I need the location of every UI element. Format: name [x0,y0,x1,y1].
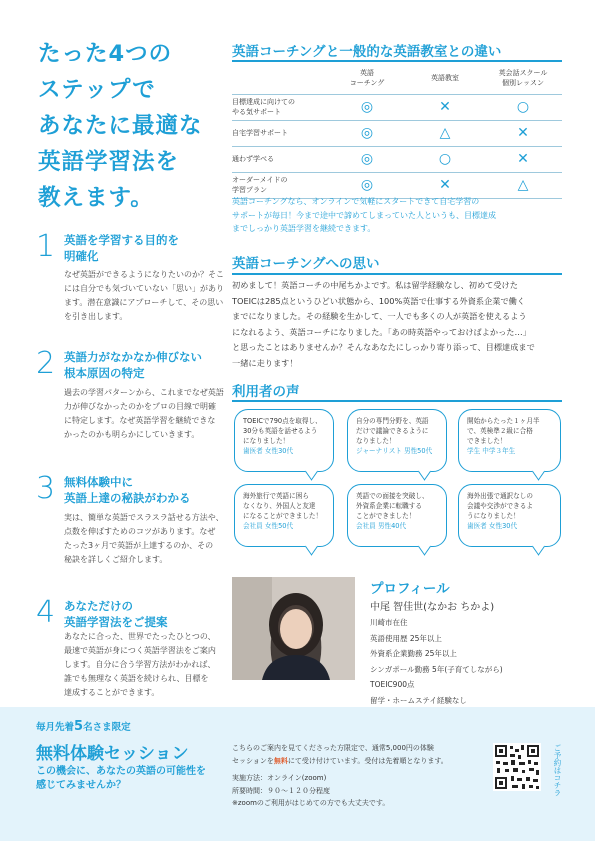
reservation-label[interactable]: ご予約はコチラ [553,744,562,797]
headline: たった4つの ステップで あなたに最適な 英語学習法を 教えます。 [38,41,203,211]
testimonial-author: ジャーナリスト 男性50代 [356,447,433,455]
testimonial-bubble [458,409,561,472]
rating-cell: ✕ [406,94,484,120]
rating-cell: ○ [406,146,484,172]
testimonial-author: 学生 中学３年生 [467,447,516,455]
step-number: 3 [36,471,56,506]
offer-line-2 [232,755,487,768]
step-title: 英語力がなかなか伸びない 根本原因の特定 [64,350,202,380]
testimonial-text: 開始からたった１ヶ月半 で、英検準２級に合格 できました！ [467,417,540,445]
voices-title: 利用者の声 [232,384,300,400]
testimonial-bubble [234,409,334,472]
offer-part: セッションを [232,757,274,765]
column-header: 英会話スクール 個別レッスン [498,68,548,87]
limit-prefix: 毎月先着 [36,722,75,733]
rating-cell: ◎ [328,94,406,120]
step-number: 2 [36,346,56,381]
rating-cell: ○ [484,94,562,120]
testimonial-text: 自分の専門分野を、英語 だけで議論できるように なりました！ [356,417,429,445]
thoughts-body: 初めまして！英語コーチの中尾ちかよです。私は留学経験なし、初めて受けた TOEICは285点というひどい状態から、100%英語で仕事する外資系企業で働く までになりました。その経験を生かして、一人でも多くの人が英語を使えるよう になれるよう、英語コーチになりました。「あの時英語やっておけばよかった…」 と思ったことはありませんか？そんなあなたにしっかり寄り添って、目標達成まで 一緒に走ります！ [232,280,535,368]
column-header: 英語 コーチング [349,68,385,87]
qr-code-icon [493,743,541,791]
column-header: 英語教室 [431,73,459,82]
testimonial-bubble [347,484,447,547]
testimonial-bubble [458,484,561,547]
comparison-row [232,146,562,172]
cta-subtitle: この機会に、あなたの英語の可能性を 感じてみませんか？ [36,766,206,791]
profile-name: 中尾 智佳世(なかお ちかよ) [370,602,495,613]
testimonial-text: 海外出張で通訳なしの 会議や交渉ができるよ うになりました！ [467,492,533,520]
step-body: あなたに合った、世界でたったひとつの、 最速で英語が身につく英語学習法をご案内 します。自分に合う学習方法がわかれば、 誰でも無理なく英語を続けられ、目標を 達成することができます。 [64,632,216,697]
testimonial-text: 英語での面接を突破し、 外資系企業に転職する ことができました！ [356,492,429,520]
row-label: 自宅学習サポート [232,120,328,146]
offer-line-1: こちらのご案内を見てくださった方限定で、通常5,000円の体験 [232,744,434,752]
testimonial-bubble [234,484,334,547]
portrait-illustration [232,577,355,680]
rating-cell: △ [484,172,562,198]
voices-underline [232,400,562,402]
thoughts-title: 英語コーチングへの思い [232,256,380,272]
comparison-row [232,94,562,120]
comparison-corner [232,62,328,94]
rating-cell: ✕ [406,172,484,198]
row-label: 目標達成に向けての やる気サポート [232,94,328,120]
step-title: あなただけの 英語学習法をご提案 [64,599,168,629]
step-body: 実は、簡単な英語でスラスラ話せる方法や、 点数を伸ばすためのコツがあります。なぜ たった3ヶ月で英語が上達するのか、その 秘訣を詳しくご紹介します。 [64,513,224,564]
testimonial-text: TOEICで790点を取得し、 30分も英語を話せるよう になりました！ [243,417,322,445]
rating-cell: △ [406,120,484,146]
limit-suffix: 名さま限定 [83,722,131,733]
comparison-header-row [232,62,562,94]
testimonial-author: 歯医者 女性30代 [243,447,294,455]
rating-cell: ◎ [328,146,406,172]
rating-cell: ✕ [484,146,562,172]
session-title: 無料体験セッション [36,744,189,764]
comparison-note: 英語コーチングなら、オンラインで気軽にスタートできて自宅学習の サポートが毎日！今まで途中で諦めてしまっていた人というも、目標達成 までしっかり英語学習を継続できます。 [232,197,496,233]
rating-cell: ◎ [328,120,406,146]
free-highlight: 無料 [273,757,288,765]
step-number: 1 [36,229,56,264]
thoughts-underline [232,273,562,275]
offer-part: にて受け付けています。受付は先着順となります。 [287,757,448,765]
step-title: 無料体験中に 英語上達の秘訣がわかる [64,475,191,505]
reservation-qr-code[interactable] [493,743,541,791]
session-details: 実施方法：オンライン(zoom) 所要時間：９０～１２０分程度 ※zoomのご利用がはじめての方でも大丈夫です。 [232,774,390,807]
comparison-row [232,120,562,146]
testimonial-author: 会社員 女性50代 [243,522,294,530]
testimonial-text: 海外旅行で英語に困ら なくなり、外国人と友達 になることができました！ [243,492,323,520]
comparison-table [232,62,562,199]
row-label: オーダーメイドの 学習プラン [232,172,328,198]
offer-text [232,742,487,768]
limit-number: 5 [74,719,84,734]
step-number: 4 [36,595,56,630]
comparison-title: 英語コーチングと一般的な英語教室との違い [232,44,502,60]
rating-cell: ✕ [484,120,562,146]
testimonial-author: 歯医者 女性30代 [467,522,518,530]
testimonial-author: 会社員 男性40代 [356,522,407,530]
profile-title: プロフィール [370,581,450,597]
coach-photo [232,577,355,680]
testimonial-bubble [347,409,447,472]
profile-details: 川崎市在住 英語使用歴 25年以上 外資系企業勤務 25年以上 シンガポール勤務 5年(子育てしながら) TOEIC900点 留学・ホームステイ経験なし [370,618,503,705]
step-body: 過去の学習パターンから、これまでなぜ英語 力が伸びなかったのかをプロの目線で明確 に特定します。なぜ英語学習を継続できな かったのかも明らかにしていきます。 [64,388,224,439]
step-body: なぜ英語ができるようになりたいのか？そこ には自分でも気づいていない「思い」があり ます。潜在意識にアプローチして、その思い を引き出します。 [64,270,224,321]
step-title: 英語を学習する目的を 明確化 [64,233,179,263]
row-label: 通わず学べる [232,146,328,172]
limit-label [36,719,131,734]
rating-cell: ◎ [328,172,406,198]
